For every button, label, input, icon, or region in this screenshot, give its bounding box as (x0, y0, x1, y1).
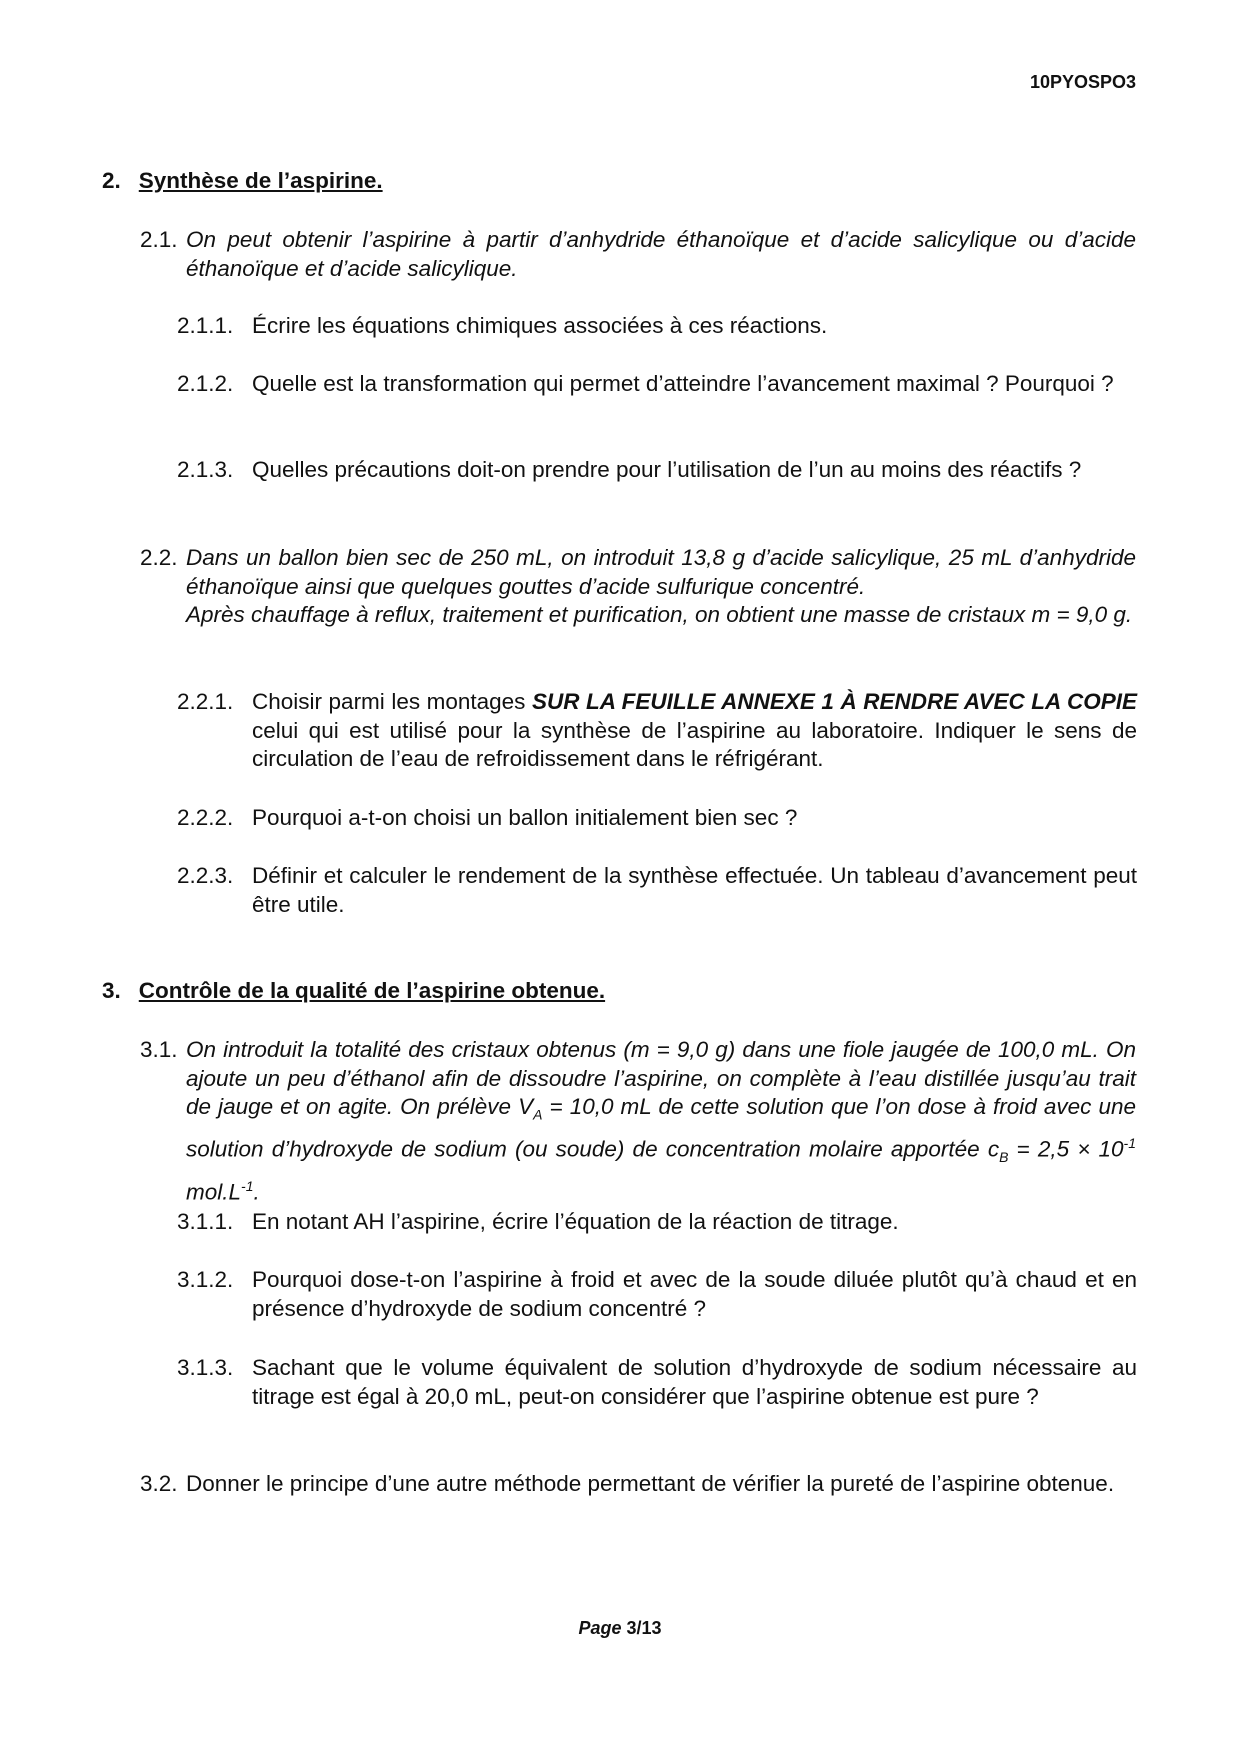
question-number: 2.2.1. (177, 689, 234, 714)
question-number: 2.1.1. (177, 313, 234, 338)
question-2-2-text (186, 544, 1136, 630)
question-number: 2.1.2. (177, 371, 234, 396)
question-text: Écrire les équations chimiques associées à ces réactions. (252, 313, 828, 338)
document-code: 10PYOSPO3 (1029, 72, 1136, 92)
question-number: 3.1.2. (177, 1267, 234, 1292)
page-footer (0, 1618, 1240, 1639)
question-3-1-1 (177, 1208, 1137, 1237)
section-2-heading (102, 168, 383, 194)
question-text-part-2: celui qui est utilisé pour la synthèse de l’aspirine au laboratoire. Indiquer le sens de circulation de l’eau de refroidissement dans le réfrigérant. (252, 717, 1137, 772)
question-3-1-number: 3.1. (140, 1037, 178, 1062)
question-text: Définir et calculer le rendement de la synthèse effectuée. Un tableau d’avancement peut être utile. (252, 863, 1137, 917)
section-2-title: Synthèse de l’aspirine. (138, 168, 383, 193)
question-3-2-text: Donner le principe d’une autre méthode permettant de vérifier la pureté de l’aspirine obtenue. (186, 1471, 1115, 1496)
page-label: Page (578, 1618, 627, 1638)
section-3-number: 3. (102, 978, 121, 1003)
question-2-2-1 (177, 688, 1137, 774)
question-2-2-number: 2.2. (140, 545, 178, 570)
concentration-subscript: B (999, 1149, 1009, 1166)
question-2-1-number: 2.1. (140, 227, 178, 252)
page-number: 3/13 (626, 1618, 662, 1638)
section-3-heading (102, 978, 605, 1004)
volume-subscript: A (533, 1106, 543, 1123)
question-3-2-number: 3.2. (140, 1471, 178, 1496)
question-number: 3.1.1. (177, 1209, 234, 1234)
question-text: Pourquoi dose-t-on l’aspirine à froid et avec de la soude diluée plutôt qu’à chaud et en présence d’hydroxyde de sodium concentré ? (252, 1267, 1137, 1321)
annex-emphasis: SUR LA FEUILLE ANNEXE 1 À RENDRE AVEC LA COPIE (531, 689, 1138, 714)
question-2-1-2 (177, 370, 1137, 399)
question-3-1-text-part-3: = 2,5 × 10 (1008, 1136, 1124, 1162)
exponent-1: -1 (1123, 1135, 1136, 1152)
question-2-1-1 (177, 312, 1137, 341)
question-number: 3.1.3. (177, 1355, 234, 1380)
question-2-2-paragraph-1: Dans un ballon bien sec de 250 mL, on introduit 13,8 g d’acide salicylique, 25 mL d’anhydride éthanoïque ainsi que quelques gouttes d’acide sulfurique concentré. (186, 545, 1136, 599)
exponent-2: -1 (241, 1177, 254, 1194)
question-2-2-3 (177, 862, 1137, 919)
section-3-title: Contrôle de la qualité de l’aspirine obtenue. (138, 978, 606, 1003)
question-3-1-text-part-4: mol.L (186, 1179, 242, 1205)
question-3-1-text-part-2: = 10,0 mL de cette solution que l’on dose à froid avec une solution d’hydroxyde de sodium (ou soude) de concentration molaire apportée c (186, 1094, 1136, 1162)
question-3-1-text (186, 1036, 1136, 1207)
question-text: Pourquoi a-t-on choisi un ballon initialement bien sec ? (252, 805, 798, 830)
question-number: 2.2.3. (177, 863, 234, 888)
question-3-1-2 (177, 1266, 1137, 1323)
question-number: 2.2.2. (177, 805, 234, 830)
question-2-2-2 (177, 804, 1137, 833)
question-number: 2.1.3. (177, 457, 234, 482)
question-2-2-paragraph-2: Après chauffage à reflux, traitement et purification, on obtient une masse de cristaux m = 9,0 g. (186, 602, 1133, 628)
question-text: En notant AH l’aspirine, écrire l’équation de la réaction de titrage. (252, 1209, 899, 1234)
question-3-1-text-part-1: On introduit la totalité des cristaux obtenus (m = 9,0 g) dans une fiole jaugée de 100,0 mL. On ajoute un peu d’éthanol afin de dissoudre l’aspirine, on complète à l’eau distillée jusqu’au trait de jauge et on agite. On prélève V (186, 1037, 1136, 1120)
question-2-1-3 (177, 456, 1137, 485)
section-2-number: 2. (102, 168, 121, 193)
question-text-part-1: Choisir parmi les montages (252, 689, 532, 714)
question-3-1-text-part-5: . (253, 1179, 260, 1205)
question-3-1-3 (177, 1354, 1137, 1411)
question-2-1-text: On peut obtenir l’aspirine à partir d’anhydride éthanoïque et d’acide salicylique ou d’acide éthanoïque et d’acide salicylique. (186, 227, 1136, 281)
question-text: Sachant que le volume équivalent de solution d’hydroxyde de sodium nécessaire au titrage est égal à 20,0 mL, peut-on considérer que l’aspirine obtenue est pure ? (252, 1355, 1137, 1409)
question-text: Quelle est la transformation qui permet d’atteindre l’avancement maximal ? Pourquoi ? (252, 371, 1114, 396)
question-text: Quelles précautions doit-on prendre pour l’utilisation de l’un au moins des réactifs ? (252, 457, 1082, 482)
